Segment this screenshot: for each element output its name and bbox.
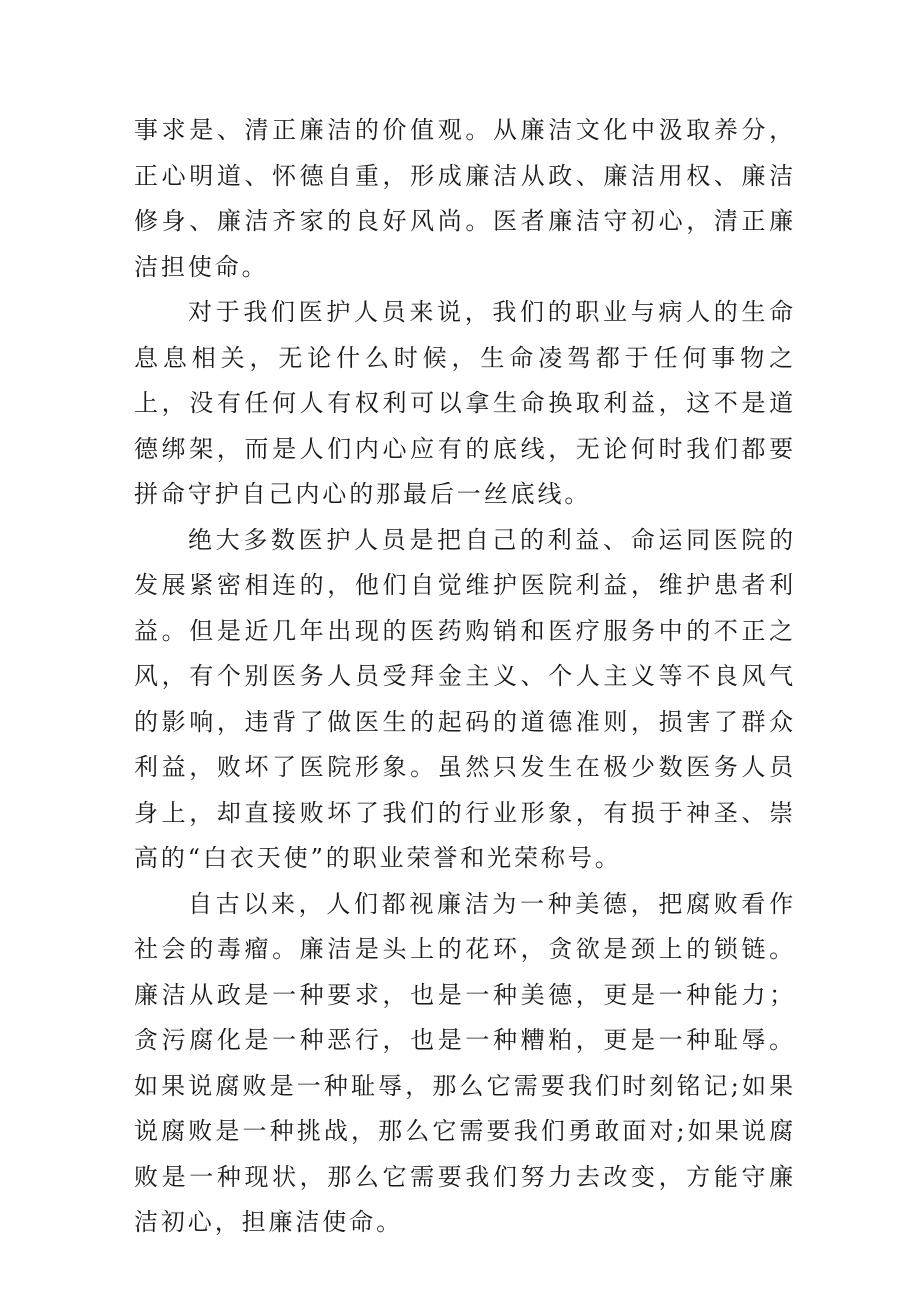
- paragraph-1: 事求是、清正廉洁的价值观。从廉洁文化中汲取养分，正心明道、怀德自重，形成廉洁从政、廉洁用权、廉洁修身、廉洁齐家的良好风尚。医者廉洁守初心，清正廉洁担使命。: [134, 116, 796, 281]
- paragraph-2: 对于我们医护人员来说，我们的职业与病人的生命息息相关，无论什么时候，生命凌驾都于任何事物之上，没有任何人有权利可以拿生命换取利益，这不是道德绑架，而是人们内心应有的底线，无论何时我们都要拼命守护自己内心的那最后一丝底线。: [134, 298, 796, 508]
- paragraph-3: 绝大多数医护人员是把自己的利益、命运同医院的发展紧密相连的，他们自觉维护医院利益，维护患者利益。但是近几年出现的医药购销和医疗服务中的不正之风，有个别医务人员受拜金主义、个人主义等不良风气的影响，违背了做医生的起码的道德准则，损害了群众利益，败坏了医院形象。虽然只发生在极少数医务人员身上，却直接败坏了我们的行业形象，有损于神圣、崇高的“白衣天使”的职业荣誉和光荣称号。: [134, 525, 796, 872]
- document-body: [134, 108, 796, 1246]
- paragraph-4: 自古以来，人们都视廉洁为一种美德，把腐败看作社会的毒瘤。廉洁是头上的花环，贪欲是颈上的锁链。廉洁从政是一种要求，也是一种美德，更是一种能力；贪污腐化是一种恶行，也是一种糟粕，更是一种耻辱。如果说腐败是一种耻辱，那么它需要我们时刻铭记;如果说腐败是一种挑战，那么它需要我们勇敢面对;如果说腐败是一种现状，那么它需要我们努力去改变，方能守廉洁初心，担廉洁使命。: [134, 889, 796, 1236]
